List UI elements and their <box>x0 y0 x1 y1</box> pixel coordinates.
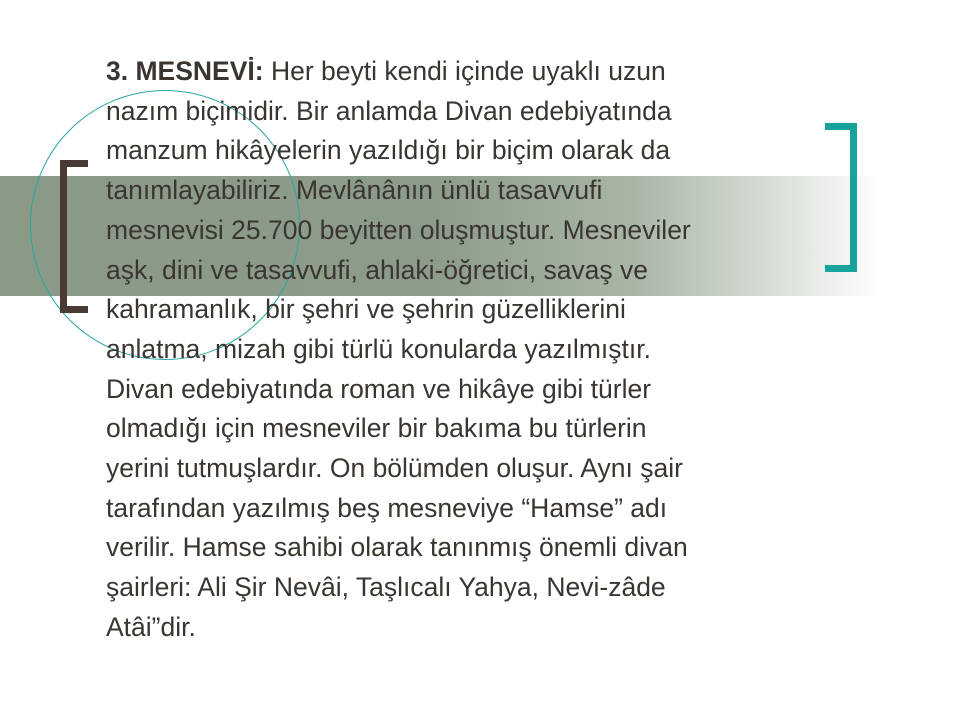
section-heading: 3. MESNEVİ: <box>106 56 264 86</box>
text-line: manzum hikâyelerin yazıldığı bir biçim olarak da <box>106 135 671 166</box>
text-line: anlatma, mizah gibi türlü konularda yazılmıştır. <box>106 333 651 364</box>
text-line: şairleri: Ali Şir Nevâi, Taşlıcalı Yahya, Nevi-zâde <box>106 572 666 603</box>
text-line: aşk, dini ve tasavvufi, ahlaki-öğretici, savaş ve <box>106 254 649 285</box>
text-line: verilir. Hamse sahibi olarak tanınmış önemli divan <box>106 532 688 563</box>
left-bracket-decoration <box>60 160 88 313</box>
text-line: mesnevisi 25.700 beyitten oluşmuştur. Mesneviler <box>106 214 691 245</box>
right-bracket-decoration <box>825 123 857 272</box>
text-line: tarafından yazılmış beş mesneviye “Hamse” adı <box>106 492 668 523</box>
text-line: Atâi”dir. <box>106 611 196 642</box>
text-line: kahramanlık, bir şehri ve şehrin güzelliklerini <box>106 294 626 325</box>
text-line: Divan edebiyatında roman ve hikâye gibi türler <box>106 373 652 404</box>
text-line: olmadığı için mesneviler bir bakıma bu türlerin <box>106 413 647 444</box>
slide-body-text <box>106 52 826 648</box>
text-line: tanımlayabiliriz. Mevlânânın ünlü tasavvufi <box>106 175 603 206</box>
text-line: nazım biçimidir. Bir anlamda Divan edebiyatında <box>106 95 672 126</box>
text-line: Her beyti kendi içinde uyaklı uzun <box>263 56 666 86</box>
text-line: yerini tutmuşlardır. On bölümden oluşur. Aynı şair <box>106 453 683 484</box>
